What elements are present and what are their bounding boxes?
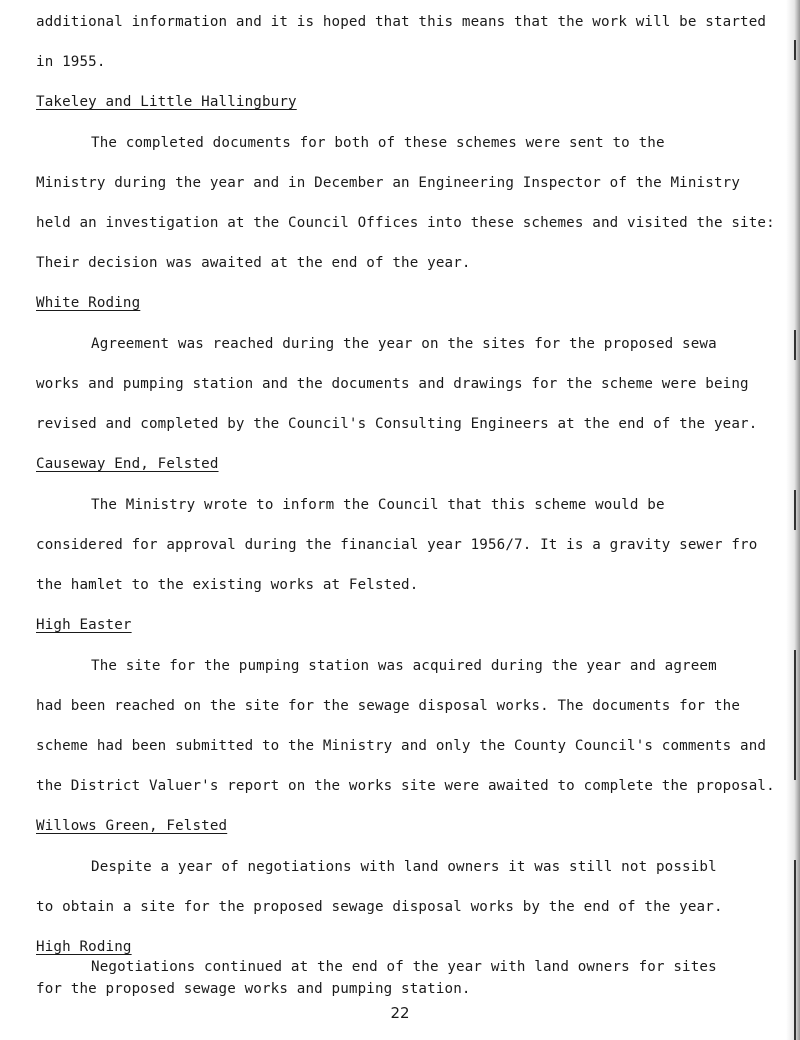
scan-edge-mark [794, 330, 796, 360]
section-heading: Causeway End, Felsted [36, 456, 219, 472]
paragraph-line: Negotiations continued at the end of the year with land owners for sites [91, 959, 717, 975]
paragraph-line: held an investigation at the Council Offices into these schemes and visited the site: [36, 215, 775, 231]
section-heading: Takeley and Little Hallingbury [36, 94, 297, 110]
paragraph-line: had been reached on the site for the sewage disposal works. The documents for the [36, 698, 741, 714]
paragraph-line: The Ministry wrote to inform the Council that this scheme would be [91, 497, 665, 513]
paragraph-line: considered for approval during the financial year 1956/7. It is a gravity sewer fro [36, 537, 758, 553]
paragraph-line: revised and completed by the Council's Consulting Engineers at the end of the year. [36, 416, 758, 432]
scan-edge-shadow [786, 0, 800, 1040]
paragraph-line: Ministry during the year and in December an Engineering Inspector of the Ministry [36, 175, 741, 191]
page-number: 22 [390, 1004, 410, 1022]
scan-edge-mark [794, 650, 796, 780]
paragraph-line: The completed documents for both of these schemes were sent to the [91, 135, 665, 151]
paragraph-line: for the proposed sewage works and pumping station. [36, 981, 471, 997]
scan-edge-mark [794, 860, 796, 1040]
section-heading: High Easter [36, 617, 132, 633]
intro-line: in 1955. [36, 54, 106, 70]
paragraph-line: The site for the pumping station was acquired during the year and agreem [91, 658, 717, 674]
scan-edge-mark [794, 490, 796, 530]
paragraph-line: scheme had been submitted to the Ministry and only the County Council's comments and [36, 738, 767, 754]
section-heading: Willows Green, Felsted [36, 818, 228, 834]
paragraph-line: works and pumping station and the documents and drawings for the scheme were being [36, 376, 749, 392]
scan-edge-mark [794, 40, 796, 60]
paragraph-line: Agreement was reached during the year on the sites for the proposed sewa [91, 336, 717, 352]
paragraph-line: to obtain a site for the proposed sewage disposal works by the end of the year. [36, 899, 723, 915]
paragraph-line: Despite a year of negotiations with land owners it was still not possibl [91, 859, 717, 875]
intro-line: additional information and it is hoped that this means that the work will be started [36, 14, 767, 30]
paragraph-line: the District Valuer's report on the works site were awaited to complete the proposal. [36, 778, 775, 794]
paragraph-line: Their decision was awaited at the end of the year. [36, 255, 471, 271]
section-heading: High Roding [36, 939, 132, 955]
paragraph-line: the hamlet to the existing works at Felsted. [36, 577, 419, 593]
section-heading: White Roding [36, 295, 141, 311]
